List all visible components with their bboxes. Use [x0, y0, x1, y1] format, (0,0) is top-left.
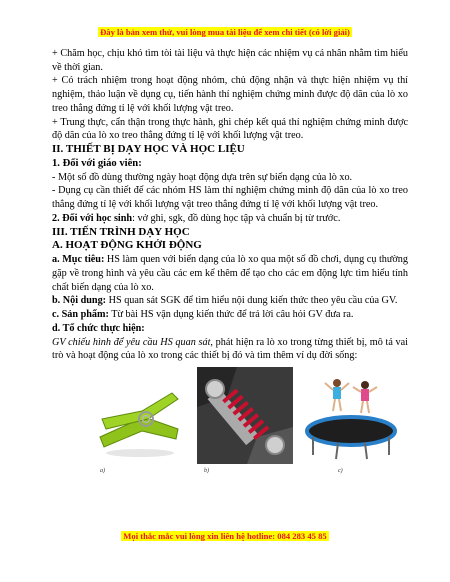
- section-heading: II. THIẾT BỊ DẠY HỌC VÀ HỌC LIỆU: [52, 142, 245, 155]
- organization-item: [52, 322, 408, 336]
- item-label: d. Tổ chức thực hiện:: [52, 322, 145, 334]
- instruction-italic: GV chiếu hình để yêu cầu HS quan sát: [52, 336, 211, 348]
- content-item: [52, 294, 408, 308]
- item-text: HS quan sát SGK để tìm hiểu nội dung kiến thức theo yêu cầu của GV.: [106, 295, 398, 307]
- bottom-banner: Mọi thắc mắc vui lòng xin liên hệ hotline: 084 283 45 85: [123, 531, 327, 541]
- section-heading: III. TIẾN TRÌNH DẠY HỌC: [52, 225, 190, 238]
- item-label: b. Nội dung:: [52, 295, 107, 307]
- figure-caption: b): [204, 467, 209, 474]
- activity-heading: A. HOẠT ĐỘNG KHỞI ĐỘNG: [52, 239, 202, 252]
- item-label: a. Mục tiêu:: [52, 254, 105, 266]
- product-item: [52, 308, 408, 322]
- subsection-heading: 1. Đối với giáo viên:: [52, 157, 142, 169]
- student-label: 2. Đối với học sinh: [52, 212, 133, 224]
- list-item: - Một số đồ dùng thường ngày hoạt động dựa trên sự biến dạng của lò xo.: [52, 171, 353, 183]
- item-text: HS làm quen với biến dạng của lò xo qua một số đồ chơi, dụng cụ thường gặp về trong hình và yêu cầu các em kể thêm để tạo cho các em động lực tìm hiểu tính chất biến dạng của lò xo.: [52, 254, 408, 293]
- figure-a: [92, 367, 187, 464]
- paragraph: + Trung thực, cẩn thận trong thực hành, ghi chép kết quả thí nghiệm chứng minh được độ dãn của lò xo treo thẳng đứng tỉ lệ với khối lượng vật treo.: [52, 116, 408, 142]
- shock-absorber-icon: [197, 367, 293, 464]
- student-text: : vở ghi, sgk, đồ dùng học tập và chuẩn bị từ trước.: [132, 212, 341, 224]
- figure-caption: a): [100, 467, 105, 474]
- figure-b: [197, 367, 293, 464]
- item-label: c. Sản phẩm:: [52, 309, 109, 321]
- trampoline-icon: [303, 367, 399, 464]
- item-text: Từ bài HS vận dụng kiến thức để trả lời câu hỏi GV đưa ra.: [108, 309, 354, 321]
- top-banner: Đây là bản xem thử, vui lòng mua tài liệu để xem chi tiết (có lời giải): [100, 27, 350, 37]
- clothespin-icon: [92, 367, 187, 464]
- list-item: - Dụng cụ cần thiết để các nhóm HS làm thí nghiệm chứng minh độ dãn của lò xo treo thẳng đứng tỉ lệ với khối lượng vật treo thẳng đứng tỉ lệ với khối lượng vật treo.: [52, 185, 408, 211]
- figure-row: [52, 367, 408, 477]
- document-body: [52, 47, 408, 477]
- goal-item: [52, 253, 408, 294]
- instruction: [52, 336, 408, 363]
- student-line: [52, 212, 408, 226]
- paragraph: + Có trách nhiệm trong hoạt động nhóm, chủ động nhận và thực hiện nhiệm vụ thí nghiệm, thảo luận về dụng cụ, tiến hành thí nghiệm chứng minh được độ dãn của lò xo treo thẳng đứng tỉ lệ với khối lượng vật treo.: [52, 75, 408, 114]
- figure-c: [303, 367, 399, 464]
- paragraph: + Chăm học, chịu khó tìm tòi tài liệu và thực hiện các nhiệm vụ cá nhân nhằm tìm hiểu về thời gian.: [52, 48, 408, 73]
- figure-caption: c): [338, 467, 343, 474]
- instruction-rest: , phát hiện ra lò xo trong từng thiết bị, mô tả vai trò và hoạt động của lò xo trong các thiết bị đó và tìm thêm ví dụ đời sống:: [52, 336, 409, 362]
